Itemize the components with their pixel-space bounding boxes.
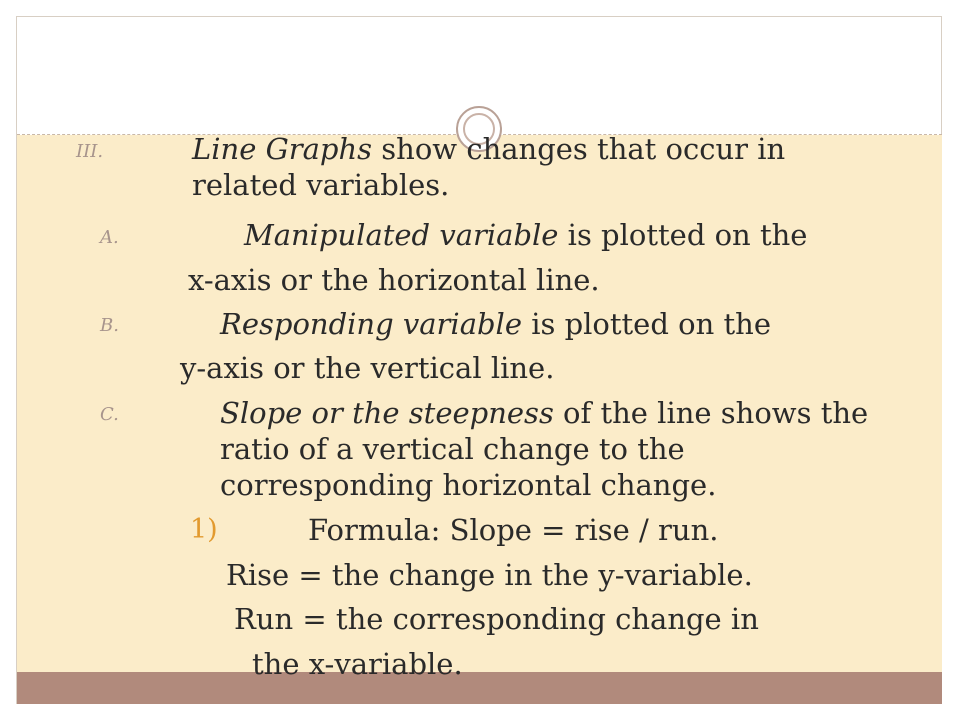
item-b-line-1	[220, 308, 771, 341]
item-c-term: Slope or the steepness	[220, 396, 554, 430]
item-a-line-2: x-axis or the horizontal line.	[188, 263, 600, 297]
item-3-line-2: related variables.	[192, 168, 450, 202]
item-1-number: 1)	[190, 514, 218, 545]
item-a-term: Manipulated variable	[244, 218, 559, 252]
item-b-term: Responding variable	[220, 307, 522, 341]
run-definition-line-2: the x-variable.	[252, 647, 463, 681]
item-a-line-1	[244, 219, 807, 252]
item-c-letter: C.	[100, 404, 119, 425]
item-c-text: of the line shows the	[553, 396, 869, 430]
item-c-line-2: ratio of a vertical change to the	[220, 432, 685, 466]
item-3-numeral: III.	[76, 141, 104, 162]
item-3-text: show changes that occur in	[372, 132, 786, 166]
run-definition-line-1: Run = the corresponding change in	[234, 602, 759, 636]
item-c-line-1	[220, 397, 868, 430]
item-a-text: is plotted on the	[558, 218, 808, 252]
item-3-term: Line Graphs	[192, 132, 373, 166]
rise-definition: Rise = the change in the y-variable.	[226, 558, 753, 592]
item-a-letter: A.	[100, 227, 119, 248]
footer-bar	[17, 672, 942, 704]
item-b-line-2: y-axis or the vertical line.	[180, 351, 555, 385]
item-c-line-3: corresponding horizontal change.	[220, 468, 717, 502]
item-b-text: is plotted on the	[521, 307, 771, 341]
item-3-line-1	[192, 133, 785, 166]
formula-line: Formula: Slope = rise / run.	[308, 513, 719, 547]
item-b-letter: B.	[100, 315, 119, 336]
